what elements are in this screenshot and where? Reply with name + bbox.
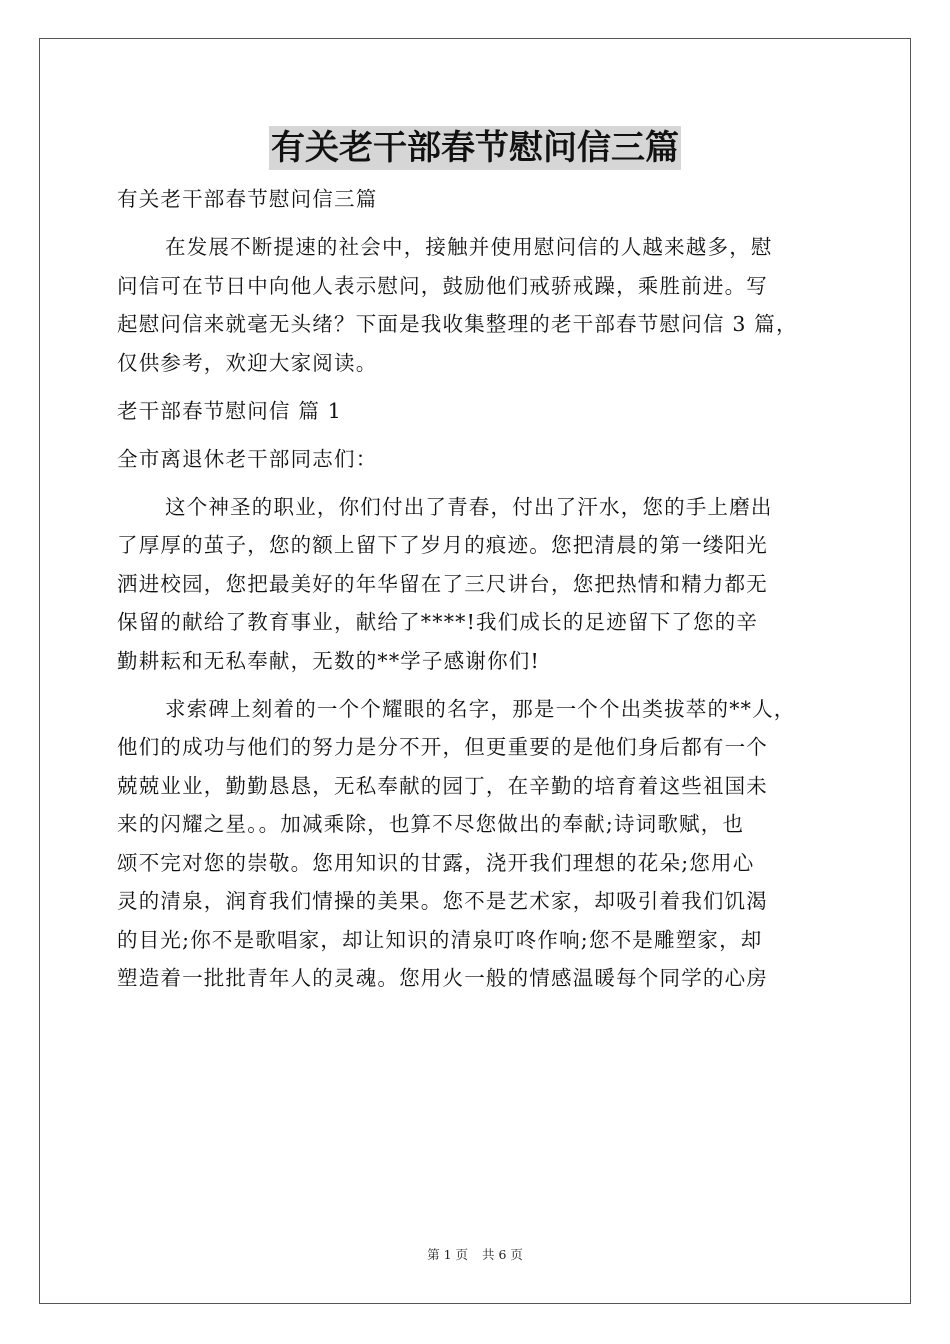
paragraph-line: 求索碑上刻着的一个个耀眼的名字，那是一个个出类拔萃的**人， [165,696,796,721]
page-number-total: 共 6 页 [482,1247,523,1262]
paragraph-line: 了厚厚的茧子，您的额上留下了岁月的痕迹。您把清晨的第一缕阳光 [117,533,768,557]
paragraph-line: 来的闪耀之星。。加减乘除，也算不尽您做出的奉献;诗词歌赋，也 [117,812,745,836]
paragraph-line: 他们的成功与他们的努力是分不开，但更重要的是他们身后都有一个 [117,735,768,759]
intro-line: 起慰问信来就毫无头绪？下面是我收集整理的老干部春节慰问信 3 篇， [117,312,798,336]
page-footer [0,1247,950,1263]
intro-paragraph [117,228,839,382]
page-number-current: 第 1 页 [427,1247,468,1262]
paragraph-line: 保留的献给了教育事业，献给了****!我们成长的足迹留下了您的辛 [117,610,759,634]
document-subtitle: 有关老干部春节慰问信三篇 [117,187,378,211]
paragraph-1 [117,488,839,681]
paragraph-line: 勤耕耘和无私奉献，无数的**学子感谢你们! [117,648,540,673]
paragraph-line: 的目光;你不是歌唱家，却让知识的清泉叮咚作响;您不是雕塑家，却 [117,927,763,952]
paragraph-line: 这个神圣的职业，你们付出了青春，付出了汗水，您的手上磨出 [165,494,773,519]
section-heading: 老干部春节慰问信 篇 1 [117,398,342,423]
document-title: 有关老干部春节慰问信三篇 [271,128,679,168]
title-container [0,126,950,170]
paragraph-line: 塑造着一批批青年人的灵魂。您用火一般的情感温暖每个同学的心房 [117,966,768,990]
paragraph-line: 灵的清泉，润育我们情操的美果。您不是艺术家，却吸引着我们饥渴 [117,889,768,913]
paragraph-line: 洒进校园，您把最美好的年华留在了三尺讲台，您把热情和精力都无 [117,571,768,596]
paragraph-line: 兢兢业业，勤勤恳恳，无私奉献的园丁，在辛勤的培育着这些祖国未 [117,773,768,798]
intro-line: 问信可在节日中向他人表示慰问，鼓励他们戒骄戒躁，乘胜前进。写 [117,273,768,298]
document-body [117,180,839,998]
paragraph-line: 颂不完对您的崇敬。您用知识的甘露，浇开我们理想的花朵;您用心 [117,850,755,875]
intro-line: 在发展不断提速的社会中，接触并使用慰问信的人越来越多，慰 [165,235,773,259]
salutation: 全市离退休老干部同志们： [117,446,378,471]
paragraph-2 [117,690,839,998]
intro-line: 仅供参考，欢迎大家阅读。 [117,350,378,375]
